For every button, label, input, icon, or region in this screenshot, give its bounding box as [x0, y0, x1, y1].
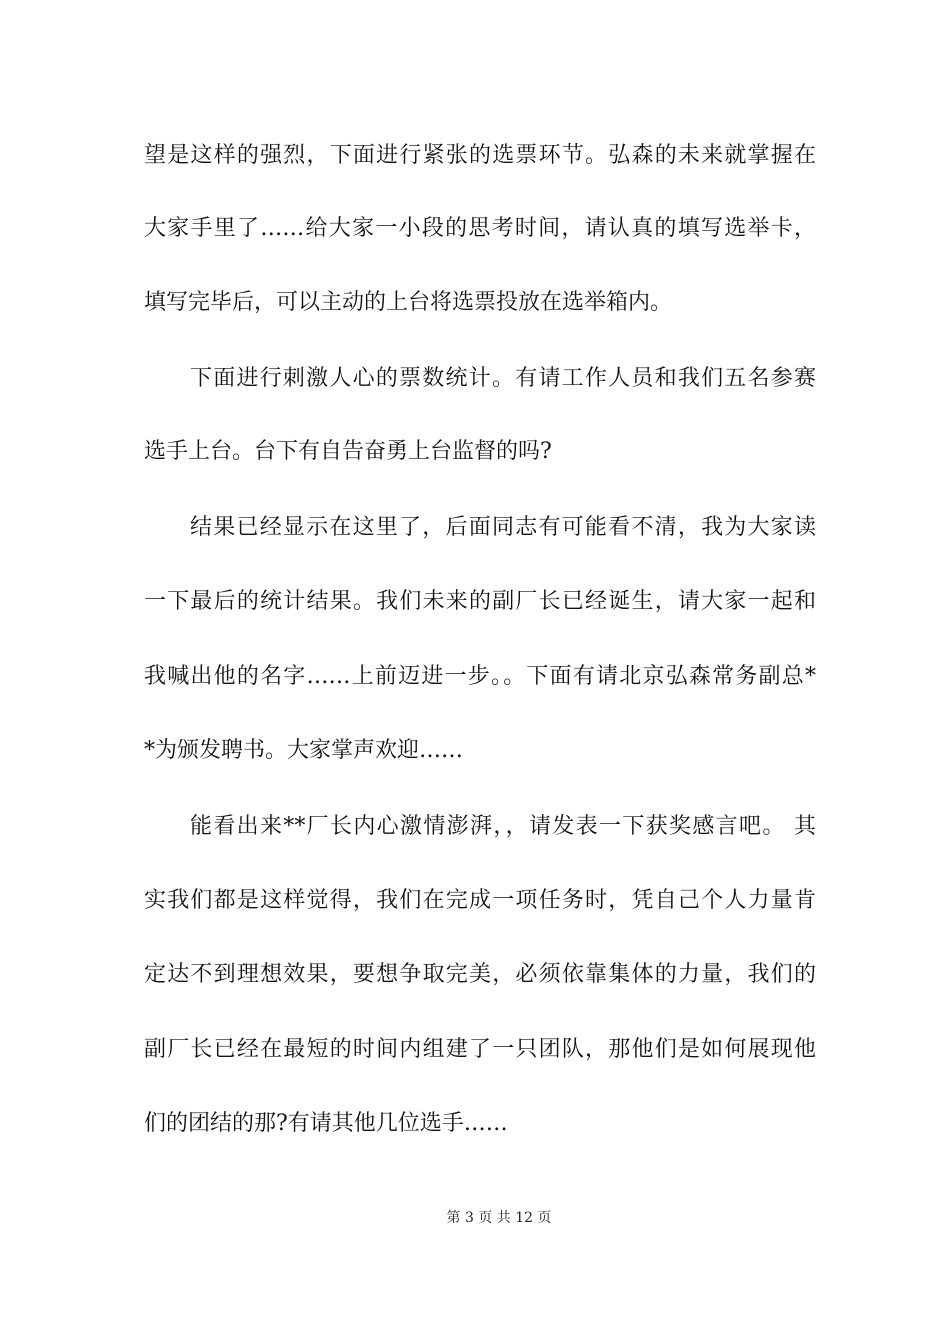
text-line: 大家手里了……给大家一小段的思考时间，请认真的填写选举卡， — [144, 216, 816, 241]
text-line: 填写完毕后，可以主动的上台将选票投放在选举箱内。 — [144, 290, 673, 315]
paragraph-first-line: 能看出来**厂长内心激情澎湃，，请发表一下获奖感言吧。 其 — [190, 814, 816, 839]
paragraph-first-line: 下面进行刺激人心的票数统计。有请工作人员和我们五名参赛 — [190, 366, 816, 391]
text-line: 一下最后的统计结果。我们未来的副厂长已经诞生，请大家一起和 — [144, 589, 816, 614]
text-line: 定达不到理想效果，要想争取完美，必须依靠集体的力量，我们的 — [144, 962, 816, 987]
text-line: 实我们都是这样觉得，我们在完成一项任务时，凭自己个人力量肯 — [144, 888, 816, 913]
text-line: 副厂长已经在最短的时间内组建了一只团队，那他们是如何展现他 — [144, 1037, 816, 1062]
text-line: 望是这样的强烈，下面进行紧张的选票环节。弘森的未来就掌握在 — [144, 143, 816, 168]
text-line: 选手上台。台下有自告奋勇上台监督的吗? — [144, 439, 552, 464]
text-line: 我喊出他的名字……上前迈进一步。。下面有请北京弘森常务副总* — [144, 664, 816, 689]
page-number-footer: 第 3 页 共 12 页 — [446, 1210, 552, 1226]
text-line: 们的团结的那?有请其他几位选手…… — [144, 1111, 508, 1136]
text-line: *为颁发聘书。大家掌声欢迎…… — [144, 738, 464, 763]
paragraph-first-line: 结果已经显示在这里了，后面同志有可能看不清，我为大家读 — [190, 515, 816, 540]
